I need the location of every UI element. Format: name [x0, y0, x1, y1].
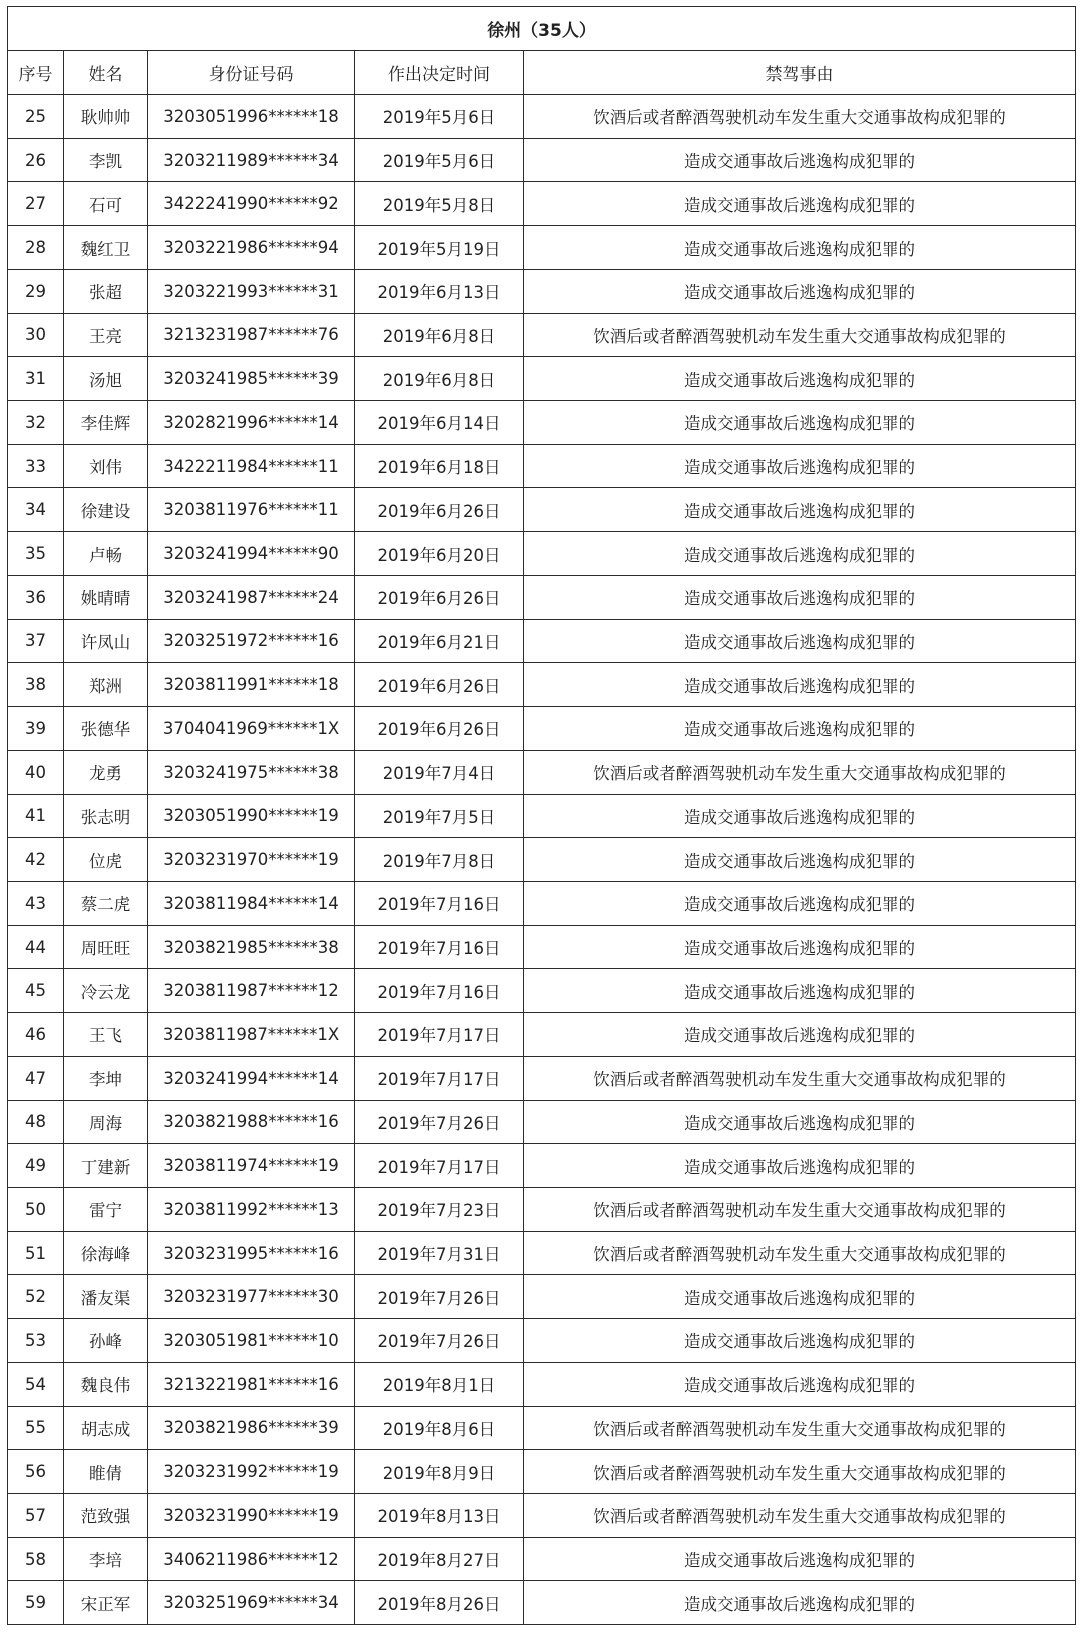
cell-ban-reason: 造成交通事故后逃逸构成犯罪的 [524, 925, 1076, 969]
table-row [8, 444, 1076, 488]
cell-ban-reason: 造成交通事故后逃逸构成犯罪的 [524, 488, 1076, 532]
cell-ban-reason: 造成交通事故后逃逸构成犯罪的 [524, 969, 1076, 1013]
table-title-row [8, 7, 1076, 51]
table-body [8, 95, 1076, 1625]
cell-id-number: 3422241990******92 [148, 182, 355, 226]
cell-index: 57 [8, 1494, 64, 1538]
table-row [8, 532, 1076, 576]
cell-index: 37 [8, 619, 64, 663]
cell-name: 姚晴晴 [64, 575, 148, 619]
cell-id-number: 3203221993******31 [148, 269, 355, 313]
cell-id-number: 3203211989******34 [148, 138, 355, 182]
cell-decision-date: 2019年6月26日 [355, 488, 524, 532]
cell-index: 33 [8, 444, 64, 488]
cell-decision-date: 2019年6月8日 [355, 313, 524, 357]
table-title: 徐州（35人） [8, 7, 1076, 51]
cell-id-number: 3704041969******1X [148, 707, 355, 751]
cell-index: 42 [8, 838, 64, 882]
cell-ban-reason: 造成交通事故后逃逸构成犯罪的 [524, 707, 1076, 751]
table-row [8, 1450, 1076, 1494]
header-id-number: 身份证号码 [148, 51, 355, 95]
cell-decision-date: 2019年5月19日 [355, 226, 524, 270]
cell-ban-reason: 造成交通事故后逃逸构成犯罪的 [524, 794, 1076, 838]
cell-name: 张德华 [64, 707, 148, 751]
cell-index: 34 [8, 488, 64, 532]
cell-id-number: 3422211984******11 [148, 444, 355, 488]
cell-index: 52 [8, 1275, 64, 1319]
cell-index: 39 [8, 707, 64, 751]
cell-id-number: 3203051981******10 [148, 1319, 355, 1363]
cell-name: 潘友渠 [64, 1275, 148, 1319]
header-index: 序号 [8, 51, 64, 95]
cell-ban-reason: 饮酒后或者醉酒驾驶机动车发生重大交通事故构成犯罪的 [524, 1231, 1076, 1275]
cell-id-number: 3203811987******1X [148, 1013, 355, 1057]
cell-name: 雷宁 [64, 1187, 148, 1231]
table-row [8, 838, 1076, 882]
cell-name: 刘伟 [64, 444, 148, 488]
cell-index: 35 [8, 532, 64, 576]
cell-decision-date: 2019年6月13日 [355, 269, 524, 313]
cell-ban-reason: 造成交通事故后逃逸构成犯罪的 [524, 401, 1076, 445]
cell-id-number: 3203811991******18 [148, 663, 355, 707]
cell-id-number: 3203811976******11 [148, 488, 355, 532]
cell-ban-reason: 造成交通事故后逃逸构成犯罪的 [524, 138, 1076, 182]
cell-name: 蔡二虎 [64, 881, 148, 925]
cell-decision-date: 2019年7月5日 [355, 794, 524, 838]
cell-ban-reason: 造成交通事故后逃逸构成犯罪的 [524, 1013, 1076, 1057]
cell-ban-reason: 造成交通事故后逃逸构成犯罪的 [524, 182, 1076, 226]
table-row [8, 707, 1076, 751]
cell-ban-reason: 造成交通事故后逃逸构成犯罪的 [524, 1581, 1076, 1625]
table-row [8, 1231, 1076, 1275]
cell-decision-date: 2019年8月6日 [355, 1406, 524, 1450]
cell-decision-date: 2019年7月8日 [355, 838, 524, 882]
cell-ban-reason: 造成交通事故后逃逸构成犯罪的 [524, 226, 1076, 270]
cell-ban-reason: 饮酒后或者醉酒驾驶机动车发生重大交通事故构成犯罪的 [524, 1187, 1076, 1231]
cell-id-number: 3203821988******16 [148, 1100, 355, 1144]
table-row [8, 1056, 1076, 1100]
cell-name: 周海 [64, 1100, 148, 1144]
cell-name: 魏良伟 [64, 1362, 148, 1406]
cell-id-number: 3203241994******14 [148, 1056, 355, 1100]
cell-name: 张超 [64, 269, 148, 313]
cell-id-number: 3203231995******16 [148, 1231, 355, 1275]
cell-ban-reason: 造成交通事故后逃逸构成犯罪的 [524, 532, 1076, 576]
cell-decision-date: 2019年6月8日 [355, 357, 524, 401]
cell-index: 51 [8, 1231, 64, 1275]
cell-name: 张志明 [64, 794, 148, 838]
cell-ban-reason: 造成交通事故后逃逸构成犯罪的 [524, 1537, 1076, 1581]
cell-id-number: 3213231987******76 [148, 313, 355, 357]
cell-ban-reason: 饮酒后或者醉酒驾驶机动车发生重大交通事故构成犯罪的 [524, 313, 1076, 357]
cell-index: 50 [8, 1187, 64, 1231]
table-row [8, 1581, 1076, 1625]
cell-name: 孙峰 [64, 1319, 148, 1363]
cell-ban-reason: 造成交通事故后逃逸构成犯罪的 [524, 619, 1076, 663]
cell-name: 耿帅帅 [64, 95, 148, 139]
cell-index: 56 [8, 1450, 64, 1494]
table-row [8, 1144, 1076, 1188]
cell-decision-date: 2019年8月27日 [355, 1537, 524, 1581]
cell-decision-date: 2019年7月16日 [355, 925, 524, 969]
table-row [8, 1275, 1076, 1319]
table-row [8, 488, 1076, 532]
cell-decision-date: 2019年6月14日 [355, 401, 524, 445]
cell-ban-reason: 造成交通事故后逃逸构成犯罪的 [524, 575, 1076, 619]
cell-ban-reason: 造成交通事故后逃逸构成犯罪的 [524, 838, 1076, 882]
cell-index: 36 [8, 575, 64, 619]
table-row [8, 1406, 1076, 1450]
cell-ban-reason: 饮酒后或者醉酒驾驶机动车发生重大交通事故构成犯罪的 [524, 750, 1076, 794]
cell-id-number: 3203251969******34 [148, 1581, 355, 1625]
cell-decision-date: 2019年8月13日 [355, 1494, 524, 1538]
table-row [8, 226, 1076, 270]
cell-index: 54 [8, 1362, 64, 1406]
cell-decision-date: 2019年7月4日 [355, 750, 524, 794]
cell-id-number: 3203231992******19 [148, 1450, 355, 1494]
cell-name: 周旺旺 [64, 925, 148, 969]
cell-id-number: 3406211986******12 [148, 1537, 355, 1581]
cell-index: 25 [8, 95, 64, 139]
cell-id-number: 3203231990******19 [148, 1494, 355, 1538]
cell-decision-date: 2019年5月6日 [355, 95, 524, 139]
cell-name: 汤旭 [64, 357, 148, 401]
cell-decision-date: 2019年7月26日 [355, 1319, 524, 1363]
cell-decision-date: 2019年7月17日 [355, 1144, 524, 1188]
cell-id-number: 3203811992******13 [148, 1187, 355, 1231]
cell-decision-date: 2019年6月18日 [355, 444, 524, 488]
cell-decision-date: 2019年8月1日 [355, 1362, 524, 1406]
cell-ban-reason: 饮酒后或者醉酒驾驶机动车发生重大交通事故构成犯罪的 [524, 1450, 1076, 1494]
cell-id-number: 3203241975******38 [148, 750, 355, 794]
table-row [8, 357, 1076, 401]
cell-name: 魏红卫 [64, 226, 148, 270]
cell-index: 58 [8, 1537, 64, 1581]
table-row [8, 1319, 1076, 1363]
cell-index: 46 [8, 1013, 64, 1057]
cell-index: 28 [8, 226, 64, 270]
cell-id-number: 3203221986******94 [148, 226, 355, 270]
cell-id-number: 3213221981******16 [148, 1362, 355, 1406]
cell-name: 王亮 [64, 313, 148, 357]
cell-ban-reason: 造成交通事故后逃逸构成犯罪的 [524, 444, 1076, 488]
cell-name: 石可 [64, 182, 148, 226]
cell-ban-reason: 造成交通事故后逃逸构成犯罪的 [524, 357, 1076, 401]
cell-id-number: 3203821985******38 [148, 925, 355, 969]
cell-name: 龙勇 [64, 750, 148, 794]
table-row [8, 969, 1076, 1013]
cell-index: 26 [8, 138, 64, 182]
cell-id-number: 3203051996******18 [148, 95, 355, 139]
table-row [8, 1494, 1076, 1538]
cell-decision-date: 2019年6月26日 [355, 575, 524, 619]
cell-id-number: 3203251972******16 [148, 619, 355, 663]
cell-name: 王飞 [64, 1013, 148, 1057]
cell-id-number: 3203241987******24 [148, 575, 355, 619]
cell-decision-date: 2019年6月26日 [355, 663, 524, 707]
cell-decision-date: 2019年7月23日 [355, 1187, 524, 1231]
cell-index: 55 [8, 1406, 64, 1450]
cell-name: 丁建新 [64, 1144, 148, 1188]
cell-index: 47 [8, 1056, 64, 1100]
cell-name: 李凯 [64, 138, 148, 182]
cell-name: 宋正军 [64, 1581, 148, 1625]
cell-id-number: 3203811987******12 [148, 969, 355, 1013]
cell-name: 范致强 [64, 1494, 148, 1538]
cell-id-number: 3203231977******30 [148, 1275, 355, 1319]
table-row [8, 182, 1076, 226]
cell-decision-date: 2019年8月26日 [355, 1581, 524, 1625]
table-row [8, 575, 1076, 619]
cell-name: 位虎 [64, 838, 148, 882]
cell-ban-reason: 造成交通事故后逃逸构成犯罪的 [524, 269, 1076, 313]
driving-ban-table [7, 6, 1076, 1625]
table-row [8, 750, 1076, 794]
table-row [8, 881, 1076, 925]
cell-name: 徐海峰 [64, 1231, 148, 1275]
header-name: 姓名 [64, 51, 148, 95]
cell-id-number: 3203241994******90 [148, 532, 355, 576]
cell-name: 卢畅 [64, 532, 148, 576]
cell-id-number: 3203811984******14 [148, 881, 355, 925]
cell-decision-date: 2019年7月26日 [355, 1275, 524, 1319]
table-row [8, 95, 1076, 139]
cell-id-number: 3203821986******39 [148, 1406, 355, 1450]
cell-name: 冷云龙 [64, 969, 148, 1013]
cell-name: 李佳辉 [64, 401, 148, 445]
cell-id-number: 3202821996******14 [148, 401, 355, 445]
table-row [8, 925, 1076, 969]
cell-decision-date: 2019年6月21日 [355, 619, 524, 663]
cell-name: 李培 [64, 1537, 148, 1581]
cell-decision-date: 2019年7月16日 [355, 969, 524, 1013]
table-row [8, 1537, 1076, 1581]
table-row [8, 619, 1076, 663]
table-row [8, 1100, 1076, 1144]
cell-name: 郑洲 [64, 663, 148, 707]
cell-index: 41 [8, 794, 64, 838]
cell-decision-date: 2019年6月26日 [355, 707, 524, 751]
cell-ban-reason: 饮酒后或者醉酒驾驶机动车发生重大交通事故构成犯罪的 [524, 1406, 1076, 1450]
cell-index: 38 [8, 663, 64, 707]
cell-ban-reason: 饮酒后或者醉酒驾驶机动车发生重大交通事故构成犯罪的 [524, 1056, 1076, 1100]
cell-name: 许凤山 [64, 619, 148, 663]
cell-index: 59 [8, 1581, 64, 1625]
cell-decision-date: 2019年7月26日 [355, 1100, 524, 1144]
cell-decision-date: 2019年7月16日 [355, 881, 524, 925]
table-row [8, 138, 1076, 182]
cell-index: 32 [8, 401, 64, 445]
table-row [8, 269, 1076, 313]
cell-name: 徐建设 [64, 488, 148, 532]
cell-ban-reason: 饮酒后或者醉酒驾驶机动车发生重大交通事故构成犯罪的 [524, 1494, 1076, 1538]
cell-name: 胡志成 [64, 1406, 148, 1450]
cell-decision-date: 2019年7月31日 [355, 1231, 524, 1275]
cell-decision-date: 2019年5月8日 [355, 182, 524, 226]
cell-decision-date: 2019年5月6日 [355, 138, 524, 182]
cell-decision-date: 2019年7月17日 [355, 1056, 524, 1100]
cell-index: 44 [8, 925, 64, 969]
cell-index: 53 [8, 1319, 64, 1363]
cell-ban-reason: 造成交通事故后逃逸构成犯罪的 [524, 1275, 1076, 1319]
table-row [8, 1013, 1076, 1057]
table-row [8, 401, 1076, 445]
table-row [8, 794, 1076, 838]
cell-index: 45 [8, 969, 64, 1013]
cell-name: 睢倩 [64, 1450, 148, 1494]
cell-index: 49 [8, 1144, 64, 1188]
cell-index: 43 [8, 881, 64, 925]
cell-ban-reason: 造成交通事故后逃逸构成犯罪的 [524, 1319, 1076, 1363]
table-header-row [8, 51, 1076, 95]
cell-decision-date: 2019年8月9日 [355, 1450, 524, 1494]
cell-index: 40 [8, 750, 64, 794]
cell-ban-reason: 饮酒后或者醉酒驾驶机动车发生重大交通事故构成犯罪的 [524, 95, 1076, 139]
header-decision-date: 作出决定时间 [355, 51, 524, 95]
cell-index: 31 [8, 357, 64, 401]
header-ban-reason: 禁驾事由 [524, 51, 1076, 95]
cell-ban-reason: 造成交通事故后逃逸构成犯罪的 [524, 1144, 1076, 1188]
cell-index: 48 [8, 1100, 64, 1144]
cell-id-number: 3203051990******19 [148, 794, 355, 838]
table-row [8, 1187, 1076, 1231]
cell-name: 李坤 [64, 1056, 148, 1100]
table-row [8, 313, 1076, 357]
cell-ban-reason: 造成交通事故后逃逸构成犯罪的 [524, 881, 1076, 925]
cell-id-number: 3203811974******19 [148, 1144, 355, 1188]
table-row [8, 663, 1076, 707]
cell-id-number: 3203231970******19 [148, 838, 355, 882]
cell-ban-reason: 造成交通事故后逃逸构成犯罪的 [524, 663, 1076, 707]
cell-ban-reason: 造成交通事故后逃逸构成犯罪的 [524, 1362, 1076, 1406]
cell-index: 29 [8, 269, 64, 313]
cell-ban-reason: 造成交通事故后逃逸构成犯罪的 [524, 1100, 1076, 1144]
cell-id-number: 3203241985******39 [148, 357, 355, 401]
table-row [8, 1362, 1076, 1406]
cell-decision-date: 2019年7月17日 [355, 1013, 524, 1057]
cell-decision-date: 2019年6月20日 [355, 532, 524, 576]
cell-index: 30 [8, 313, 64, 357]
cell-index: 27 [8, 182, 64, 226]
